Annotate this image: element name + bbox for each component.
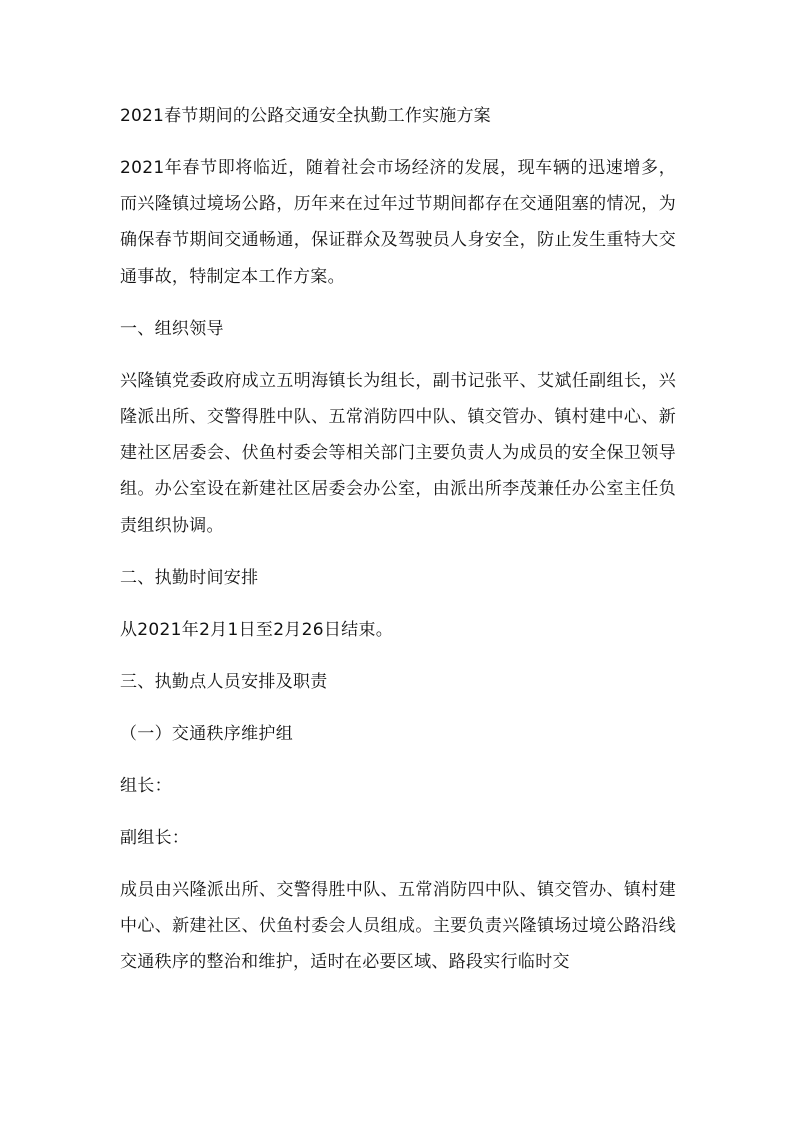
section-2-paragraph: 从2021年2月1日至2月26日结束。: [120, 619, 394, 640]
section-1-paragraph: 兴隆镇党委政府成立五明海镇长为组长，副书记张平、艾斌任副组长，兴隆派出所、交警得胜中队、五常消防四中队、镇交管办、镇村建中心、新建社区居委会、伏鱼村委会等相关部门主要负责人为成员的安全保卫领导组。办公室设在新建社区居委会办公室，由派出所李茂兼任办公室主任负责组织协调。: [120, 370, 676, 536]
spacer: [120, 804, 676, 820]
section-2-heading: 二、执勤时间安排: [120, 567, 259, 588]
document-title: 2021春节期间的公路交通安全执勤工作实施方案: [120, 106, 491, 126]
deputy-leader-label: 副组长：: [120, 828, 190, 849]
spacer: [120, 347, 676, 363]
subsection-1-heading: （一）交通秩序维护组: [120, 724, 293, 745]
leader-label: 组长：: [120, 776, 172, 797]
members-paragraph: 成员由兴隆派出所、交警得胜中队、五常消防四中队、镇交管办、镇村建中心、新建社区、伏鱼村委会人员组成。主要负责兴隆镇场过境公路沿线交通秩序的整治和维护，适时在必要区域、路段实行临时交: [120, 880, 676, 973]
spacer: [120, 700, 676, 716]
intro-paragraph: 2021年春节即将临近，随着社会市场经济的发展，现车辆的迅速增多，而兴隆镇过境场公路，历年来在过年过节期间都存在交通阻塞的情况，为确保春节期间交通畅通，保证群众及驾驶员人身安全，防止发生重特大交通事故，特制定本工作方案。: [120, 158, 676, 287]
spacer: [120, 544, 676, 560]
spacer: [120, 752, 676, 768]
spacer: [120, 295, 676, 311]
section-3-heading: 三、执勤点人员安排及职责: [120, 672, 328, 693]
section-1-heading: 一、组织领导: [120, 318, 224, 339]
spacer: [120, 134, 676, 150]
spacer: [120, 596, 676, 612]
spacer: [120, 856, 676, 872]
spacer: [120, 648, 676, 664]
document-body: [120, 98, 676, 981]
